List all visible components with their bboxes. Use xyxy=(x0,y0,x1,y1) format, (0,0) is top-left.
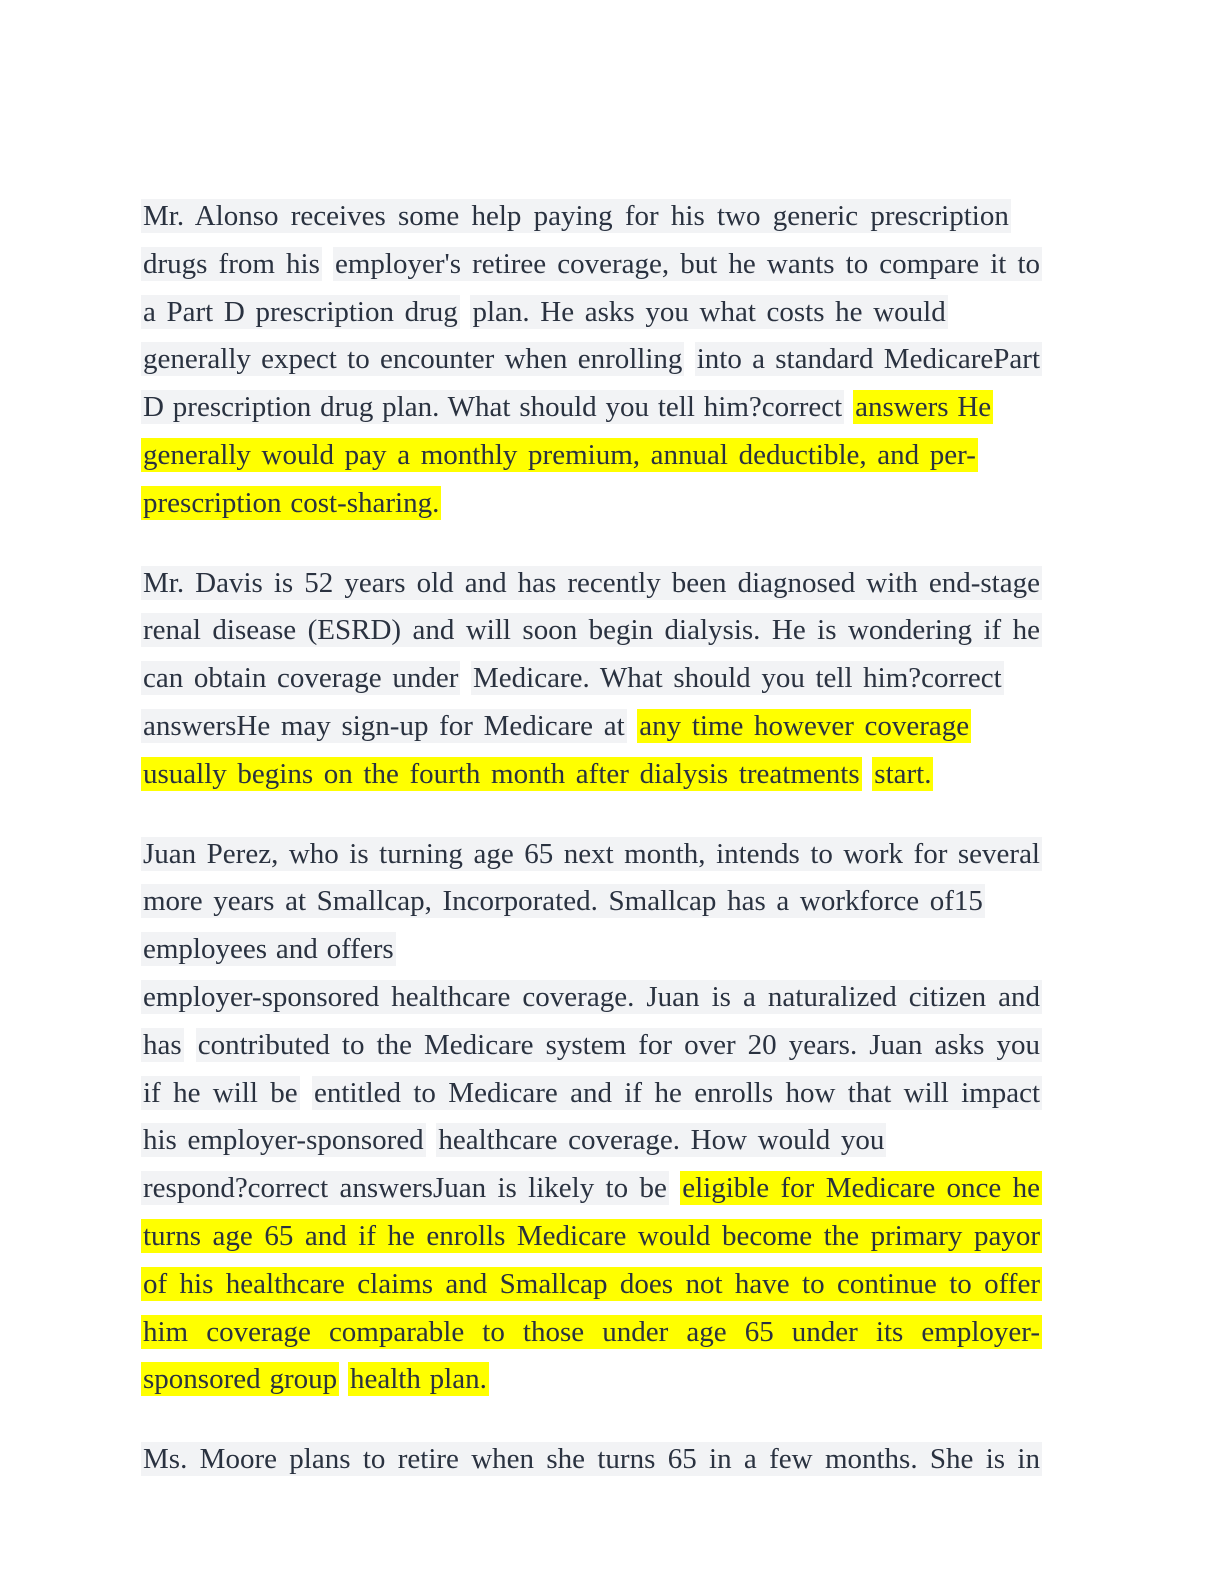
text-line xyxy=(141,241,1042,289)
question-text-segment: employer's retiree coverage, but he wants to compare it to xyxy=(334,247,1041,280)
highlighted-answer-segment: health plan. xyxy=(349,1363,487,1396)
paragraph-mr-alonso-question xyxy=(141,193,1042,528)
text-line xyxy=(141,336,1042,384)
question-text-segment: if he will be xyxy=(143,1076,298,1109)
question-text-segment: a Part D prescription drug xyxy=(143,295,458,328)
question-text-segment: Mr. Alonso receives some help paying for his two generic prescription xyxy=(143,200,1009,232)
question-text-segment: has xyxy=(143,1028,182,1061)
text-line xyxy=(141,384,1042,432)
text-line xyxy=(141,1213,1042,1261)
question-text-segment: into a standard MedicarePart xyxy=(696,343,1040,376)
text-line xyxy=(141,1436,1042,1484)
question-text-segment: his employer-sponsored xyxy=(143,1124,424,1157)
question-text-segment: plan. He asks you what costs he would xyxy=(472,295,946,328)
question-text-segment: generally expect to encounter when enrolling xyxy=(143,343,683,376)
question-text-segment: Juan Perez, who is turning age 65 next month, intends to work for several xyxy=(143,837,1040,870)
highlighted-answer-segment: usually begins on the fourth month after dialysis treatments xyxy=(143,757,860,790)
highlighted-answer-segment: of his healthcare claims and Smallcap does not have to continue to offer xyxy=(143,1267,1040,1300)
text-line xyxy=(141,926,1042,974)
text-line xyxy=(141,432,1042,480)
paragraph-mr-davis-question xyxy=(141,560,1042,799)
text-line xyxy=(141,655,1042,703)
highlighted-answer-segment: sponsored group xyxy=(143,1363,338,1396)
text-line xyxy=(141,831,1042,879)
text-line xyxy=(141,607,1042,655)
question-text-segment: entitled to Medicare and if he enrolls how that will impact xyxy=(314,1076,1041,1109)
question-text-segment: contributed to the Medicare system for over 20 years. Juan asks you xyxy=(197,1028,1041,1061)
highlighted-answer-segment: any time however coverage xyxy=(639,709,970,742)
text-line xyxy=(141,193,1042,241)
text-line xyxy=(141,1165,1042,1213)
highlighted-answer-segment: start. xyxy=(874,757,932,790)
question-text-segment: Medicare. What should you tell him?correct xyxy=(473,662,1002,695)
text-line xyxy=(141,560,1042,608)
document-content xyxy=(141,193,1042,1516)
text-line xyxy=(141,1356,1042,1404)
text-line xyxy=(141,1309,1042,1357)
text-line xyxy=(141,974,1042,1022)
text-line xyxy=(141,1070,1042,1118)
highlighted-answer-segment: generally would pay a monthly premium, annual deductible, and per- xyxy=(143,438,976,471)
highlighted-answer-segment: turns age 65 and if he enrolls Medicare would become the primary payor xyxy=(143,1219,1040,1252)
text-line xyxy=(141,1117,1042,1165)
question-text-segment: Ms. Moore plans to retire when she turns 65 in a few months. She is in xyxy=(143,1443,1040,1476)
question-text-segment: can obtain coverage under xyxy=(143,662,459,695)
question-text-segment: renal disease (ESRD) and will soon begin dialysis. He is wondering if he xyxy=(143,614,1040,647)
question-text-segment: Mr. Davis is 52 years old and has recently been diagnosed with end-stage xyxy=(143,566,1040,599)
question-text-segment: more years at Smallcap, Incorporated. Smallcap has a workforce of15 xyxy=(143,885,983,918)
question-text-segment: D prescription drug plan. What should you tell him?correct xyxy=(143,391,843,424)
paragraph-juan-perez-question xyxy=(141,831,1042,1405)
text-line xyxy=(141,1261,1042,1309)
text-line xyxy=(141,1022,1042,1070)
question-text-segment: answersHe may sign-up for Medicare at xyxy=(143,709,625,742)
question-text-segment: employees and offers xyxy=(143,933,394,966)
highlighted-answer-segment: prescription cost-sharing. xyxy=(143,486,440,519)
highlighted-answer-segment: answers He xyxy=(855,391,992,424)
highlighted-answer-segment: eligible for Medicare once he xyxy=(682,1172,1041,1205)
paragraph-ms-moore-question xyxy=(141,1436,1042,1484)
text-line xyxy=(141,703,1042,751)
text-line xyxy=(141,480,1042,528)
text-line xyxy=(141,289,1042,337)
question-text-segment: drugs from his xyxy=(143,247,320,280)
question-text-segment: respond?correct answersJuan is likely to be xyxy=(143,1172,667,1205)
text-line xyxy=(141,751,1042,799)
question-text-segment: healthcare coverage. How would you xyxy=(438,1124,885,1157)
question-text-segment: employer-sponsored healthcare coverage. Juan is a naturalized citizen and xyxy=(143,980,1040,1013)
text-line xyxy=(141,878,1042,926)
highlighted-answer-segment: him coverage comparable to those under age 65 under its employer- xyxy=(143,1315,1040,1348)
